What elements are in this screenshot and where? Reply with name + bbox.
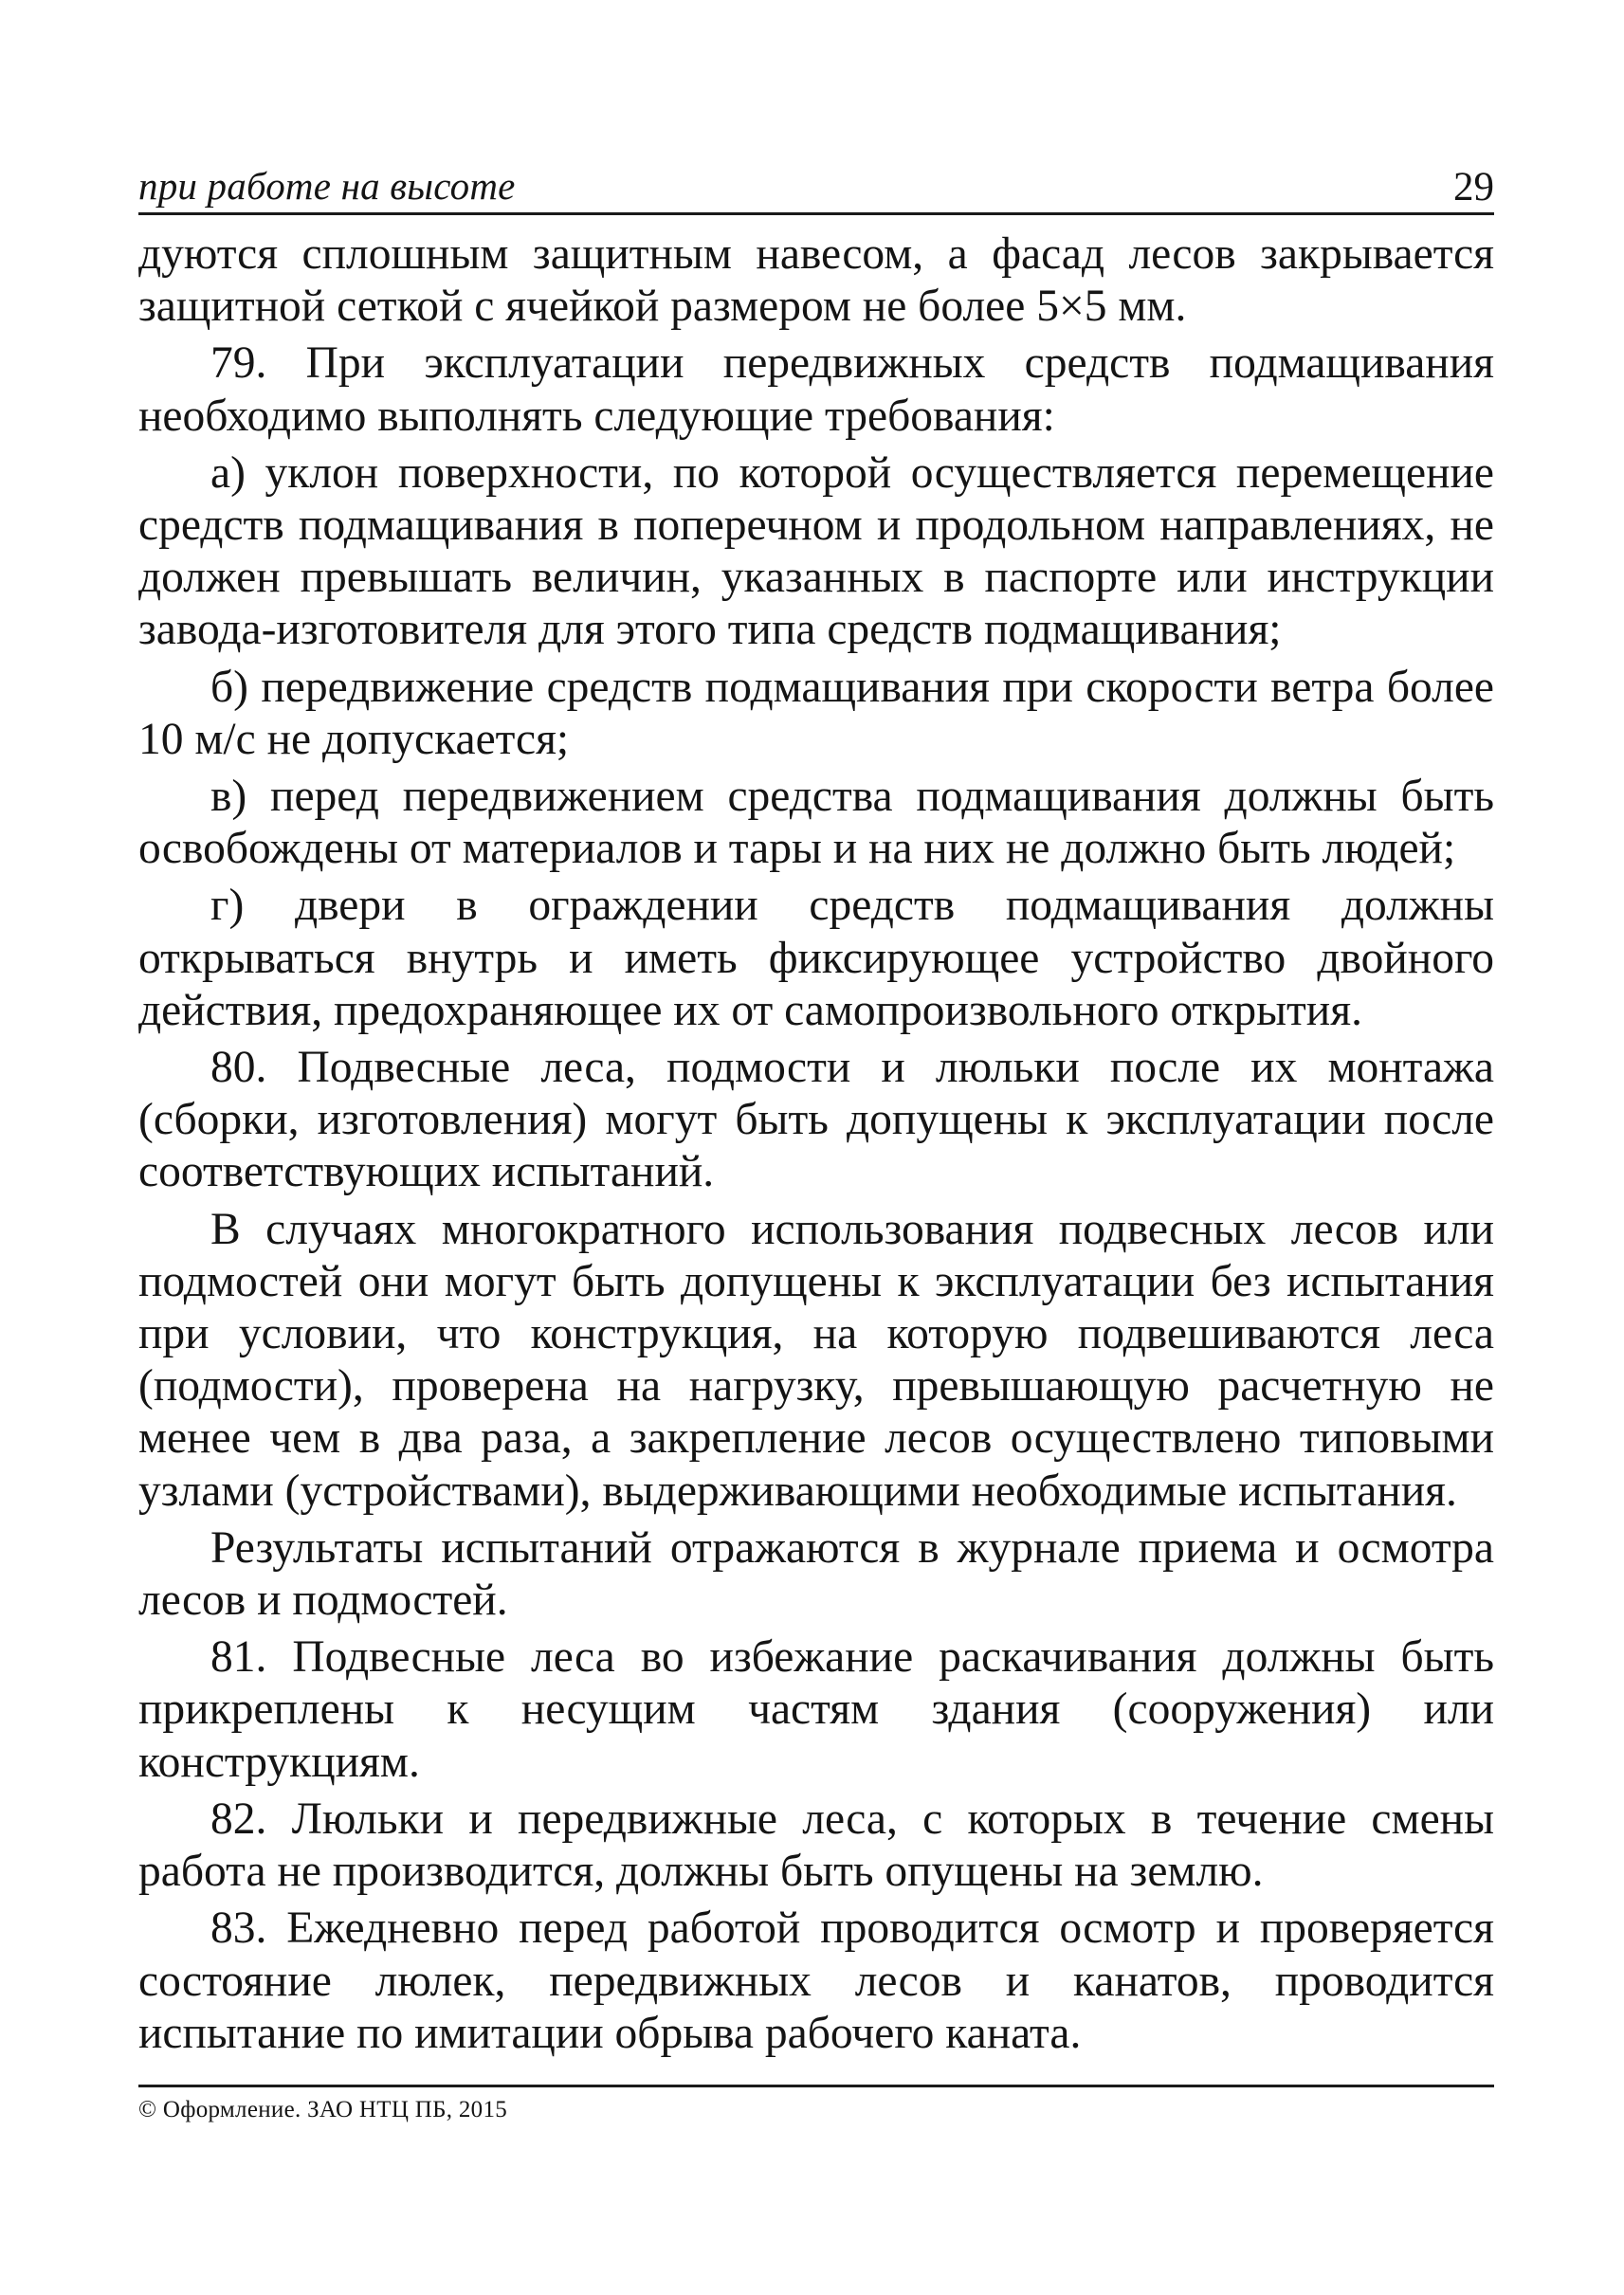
running-header-title: при работе на высоте: [138, 164, 516, 208]
paragraph-sub-b: б) передвижение средств подмащивания при скорости ветра более 10 м/с не допускается;: [138, 662, 1494, 764]
running-header: [138, 159, 1494, 215]
paragraph-sub-g: г) двери в ограждении средств подмащивания должны открываться внутрь и иметь фиксирующее устройство двойного действия, предохраняющее их от самопроизвольного открытия.: [138, 881, 1494, 1035]
paragraph-item-81: 81. Подвесные леса во избежание раскачивания должны быть прикреплены к несущим частям здания (сооружения) или конструкциям.: [138, 1632, 1494, 1787]
document-page: [138, 159, 1494, 2065]
paragraph-sub-v: в) перед передвижением средства подмащивания должны быть освобождены от материалов и тары и на них не должно быть людей;: [138, 772, 1494, 874]
page-footer: [138, 2085, 1494, 2123]
paragraph: дуются сплошным защитным навесом, а фасад лесов закрывается защитной сеткой с ячейкой размером не более 5×5 мм.: [138, 229, 1494, 332]
body-text: [138, 228, 1494, 2060]
paragraph-sub-a: а) уклон поверхности, по которой осуществляется перемещение средств подмащивания в поперечном и продольном направлениях, не должен превышать величин, указанных в паспорте или инструкции завода-изготовителя для этого типа средств подмащивания;: [138, 447, 1494, 655]
paragraph-item-83: 83. Ежедневно перед работой проводится осмотр и проверяется состояние люлек, передвижных лесов и канатов, проводится испытание по имитации обрыва рабочего каната.: [138, 1903, 1494, 2058]
paragraph: Результаты испытаний отражаются в журнале приема и осмотра лесов и подмостей.: [138, 1522, 1494, 1626]
page-number: 29: [1453, 165, 1494, 209]
copyright-notice: © Оформление. ЗАО НТЦ ПБ, 2015: [138, 2097, 508, 2122]
paragraph-item-79: 79. При эксплуатации передвижных средств подмащивания необходимо выполнять следующие требования:: [138, 338, 1494, 441]
paragraph: В случаях многократного использования подвесных лесов или подмостей они могут быть допущены к эксплуатации без испытания при условии, что конструкция, на которую подвешиваются леса (подмости), проверена на нагрузку, превышающую расчетную не менее чем в два раза, а закрепление лесов осуществлено типовыми узлами (устройствами), выдерживающими необходимые испытания.: [138, 1204, 1494, 1516]
paragraph-item-82: 82. Люльки и передвижные леса, с которых в течение смены работа не производится, должны быть опущены на землю.: [138, 1794, 1494, 1897]
paragraph-item-80: 80. Подвесные леса, подмости и люльки после их монтажа (сборки, изготовления) могут быть допущены к эксплуатации после соответствующих испытаний.: [138, 1043, 1494, 1197]
